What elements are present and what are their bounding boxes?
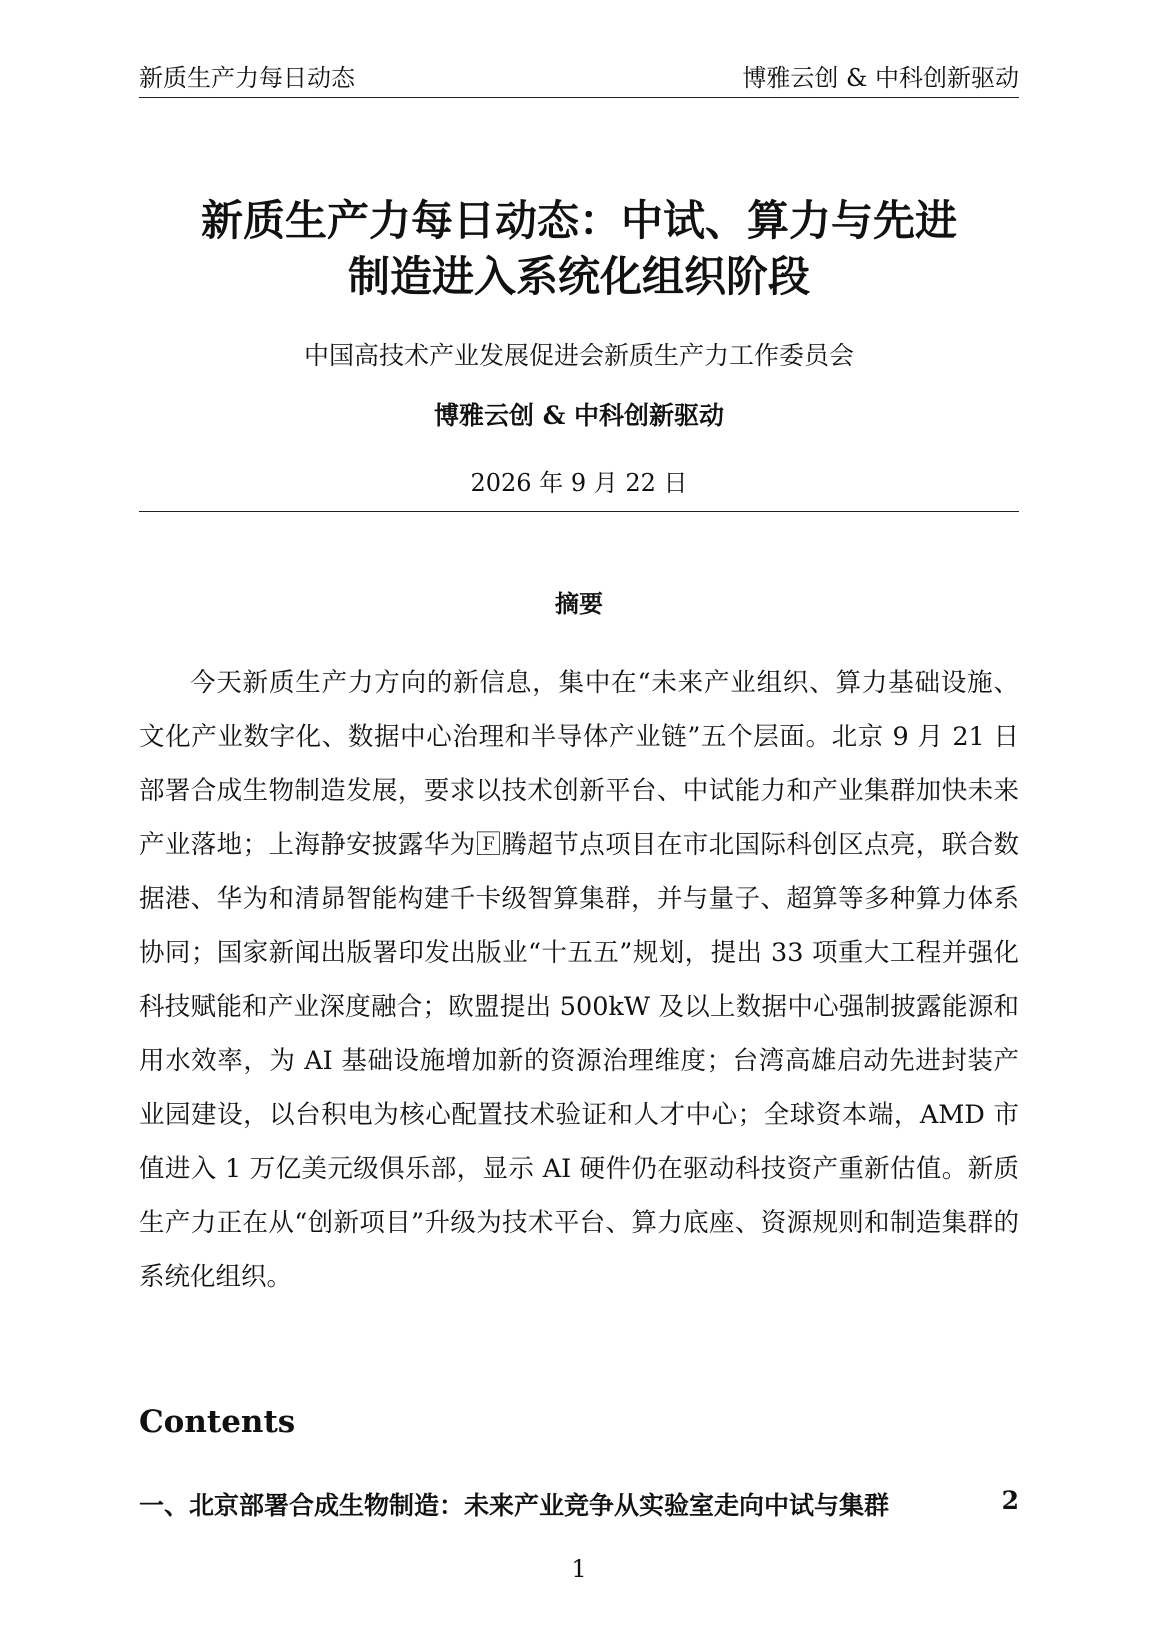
title-divider (139, 511, 1019, 512)
abstract-heading: 摘要 (555, 589, 603, 618)
running-header (139, 58, 1019, 98)
toc-entry-page: 2 (1001, 1486, 1019, 1515)
toc-entry[interactable] (139, 1486, 1019, 1522)
title-line-1: 新质生产力每日动态：中试、算力与先进 (200, 196, 957, 245)
page-number: 1 (571, 1555, 587, 1583)
authors: 博雅云创 & 中科创新驱动 (434, 401, 724, 430)
abstract-body: 今天新质生产力方向的新信息，集中在“未来产业组织、算力基础设施、文化产业数字化、数据中心治理和半导体产业链”五个层面。北京 9 月 21 日部署合成生物制造发展，要求以技术创新平台、中试能力和产业集群加快未来产业落地；上海静安披露华为🄵腾超节点项目在市北国际科创区点亮，联合数据港、华为和清昴智能构建千卡级智算集群，并与量子、超算等多种算力体系协同；国家新闻出版署印发出版业“十五五”规划，提出 33 项重大工程并强化科技赋能和产业深度融合；欧盟提出 500kW 及以上数据中心强制披露能源和用水效率，为 AI 基础设施增加新的资源治理维度；台湾高雄启动先进封装产业园建设，以台积电为核心配置技术验证和人才中心；全球资本端，AMD 市值进入 1 万亿美元级俱乐部，显示 AI 硬件仍在驱动科技资产重新估值。新质生产力正在从“创新项目”升级为技术平台、算力底座、资源规则和制造集群的系统化组织。 (139, 668, 1019, 1292)
header-right-authors: 博雅云创 & 中科创新驱动 (742, 64, 1019, 92)
contents-heading: Contents (139, 1404, 296, 1440)
document-title (139, 193, 1019, 305)
publication-date: 2026 年 9 月 22 日 (470, 469, 688, 497)
toc-entry-label: 一、北京部署合成生物制造：未来产业竞争从实验室走向中试与集群 (139, 1491, 890, 1520)
title-line-2: 制造进入系统化组织阶段 (347, 252, 810, 301)
organization: 中国高技术产业发展促进会新质生产力工作委员会 (303, 341, 854, 370)
header-left-title: 新质生产力每日动态 (139, 64, 355, 92)
